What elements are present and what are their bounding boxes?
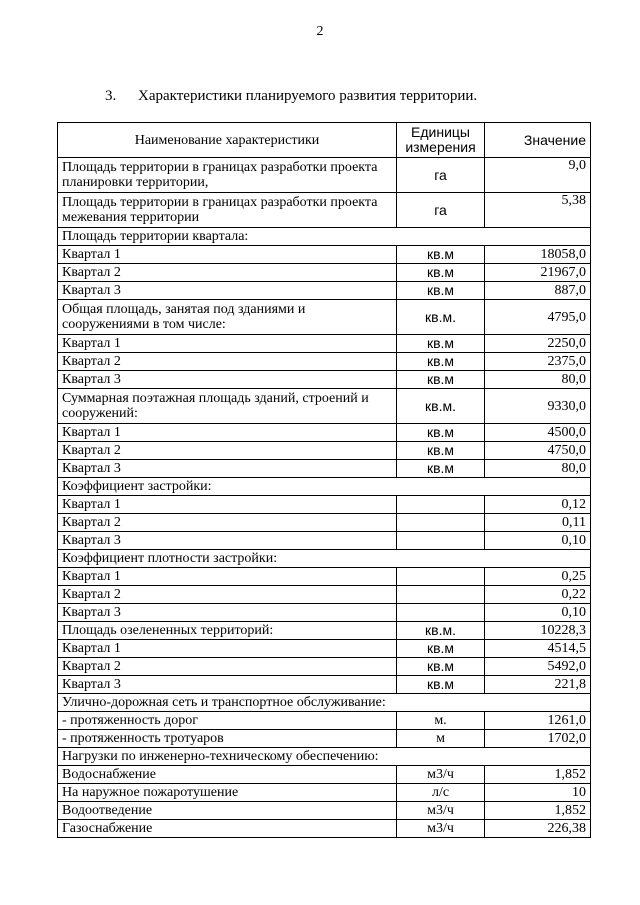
cell-value: 1261,0 (485, 712, 591, 730)
header-name: Наименование характеристики (58, 123, 397, 158)
table-row (58, 622, 591, 640)
cell-unit: м. (397, 712, 485, 730)
table-row (58, 353, 591, 371)
row-group-heading: Коэффициент плотности застройки: (58, 550, 591, 568)
cell-value: 887,0 (485, 282, 591, 300)
cell-value: 0,10 (485, 532, 591, 550)
cell-name: Квартал 2 (58, 442, 397, 460)
cell-unit (397, 604, 485, 622)
table-row (58, 748, 591, 766)
table-row (58, 282, 591, 300)
cell-unit: кв.м. (397, 300, 485, 335)
table-row (58, 514, 591, 532)
cell-value: 21967,0 (485, 264, 591, 282)
cell-name: - протяженность тротуаров (58, 730, 397, 748)
table-header-row (58, 123, 591, 158)
cell-unit: кв.м (397, 353, 485, 371)
row-group-heading: Коэффициент застройки: (58, 478, 591, 496)
table-row (58, 604, 591, 622)
cell-unit: м3/ч (397, 802, 485, 820)
cell-name: Квартал 3 (58, 460, 397, 478)
cell-value: 4514,5 (485, 640, 591, 658)
cell-unit: га (397, 193, 485, 228)
table-row (58, 694, 591, 712)
cell-name: Водоснабжение (58, 766, 397, 784)
table-row (58, 228, 591, 246)
section-number: 3. (105, 88, 117, 104)
cell-value: 4750,0 (485, 442, 591, 460)
cell-name: Квартал 3 (58, 532, 397, 550)
cell-name: Площадь озелененных территорий: (58, 622, 397, 640)
table-row (58, 158, 591, 193)
table-row (58, 676, 591, 694)
table-row (58, 424, 591, 442)
cell-unit (397, 496, 485, 514)
cell-unit: кв.м (397, 282, 485, 300)
table-row (58, 300, 591, 335)
section-title: Характеристики планируемого развития территории. (138, 88, 478, 104)
cell-name: Квартал 1 (58, 246, 397, 264)
cell-name: Квартал 3 (58, 371, 397, 389)
table-row (58, 568, 591, 586)
cell-name: Квартал 1 (58, 640, 397, 658)
table-row (58, 460, 591, 478)
cell-value: 0,25 (485, 568, 591, 586)
cell-unit: кв.м (397, 246, 485, 264)
table-row (58, 658, 591, 676)
cell-value: 9,0 (485, 158, 591, 193)
cell-unit (397, 568, 485, 586)
cell-unit: кв.м (397, 442, 485, 460)
cell-name: Водоотведение (58, 802, 397, 820)
cell-name: Квартал 1 (58, 424, 397, 442)
cell-name: - протяженность дорог (58, 712, 397, 730)
cell-unit (397, 586, 485, 604)
cell-name: Площадь территории в границах разработки проекта планировки территории, (58, 158, 397, 193)
cell-value: 2375,0 (485, 353, 591, 371)
cell-value: 0,10 (485, 604, 591, 622)
cell-name: На наружное пожаротушение (58, 784, 397, 802)
cell-name: Квартал 1 (58, 496, 397, 514)
cell-unit: кв.м (397, 264, 485, 282)
cell-value: 9330,0 (485, 389, 591, 424)
cell-name: Квартал 2 (58, 586, 397, 604)
table-row (58, 496, 591, 514)
cell-name: Квартал 3 (58, 604, 397, 622)
table-row (58, 442, 591, 460)
cell-name: Общая площадь, занятая под зданиями и сооружениями в том числе: (58, 300, 397, 335)
cell-value: 221,8 (485, 676, 591, 694)
cell-unit: кв.м (397, 424, 485, 442)
table-body (58, 158, 591, 838)
cell-name: Квартал 1 (58, 568, 397, 586)
table-row (58, 802, 591, 820)
table-row (58, 586, 591, 604)
table-row (58, 712, 591, 730)
cell-value: 80,0 (485, 460, 591, 478)
table-row (58, 784, 591, 802)
cell-unit: л/с (397, 784, 485, 802)
header-unit: Единицы измерения (397, 123, 485, 158)
cell-value: 0,11 (485, 514, 591, 532)
cell-value: 4500,0 (485, 424, 591, 442)
cell-unit: кв.м (397, 460, 485, 478)
cell-value: 10 (485, 784, 591, 802)
cell-unit: кв.м (397, 640, 485, 658)
table-row (58, 371, 591, 389)
table-row (58, 193, 591, 228)
table-row (58, 550, 591, 568)
cell-unit: кв.м (397, 371, 485, 389)
cell-name: Квартал 2 (58, 353, 397, 371)
table-row (58, 730, 591, 748)
cell-name: Квартал 2 (58, 658, 397, 676)
cell-name: Квартал 1 (58, 335, 397, 353)
cell-unit: кв.м. (397, 389, 485, 424)
characteristics-table (57, 122, 591, 838)
table-row (58, 246, 591, 264)
cell-unit: кв.м. (397, 622, 485, 640)
row-group-heading: Улично-дорожная сеть и транспортное обслуживание: (58, 694, 591, 712)
table-row (58, 389, 591, 424)
cell-unit (397, 514, 485, 532)
table-row (58, 820, 591, 838)
cell-unit (397, 532, 485, 550)
cell-value: 0,22 (485, 586, 591, 604)
cell-name: Квартал 2 (58, 514, 397, 532)
cell-value: 10228,3 (485, 622, 591, 640)
table-row (58, 766, 591, 784)
cell-unit: м (397, 730, 485, 748)
table-row (58, 478, 591, 496)
table-row (58, 640, 591, 658)
cell-unit: кв.м (397, 335, 485, 353)
page-number: 2 (316, 24, 324, 39)
header-value: Значение (485, 123, 591, 158)
cell-value: 0,12 (485, 496, 591, 514)
table-row (58, 335, 591, 353)
cell-name: Квартал 3 (58, 282, 397, 300)
table-row (58, 532, 591, 550)
cell-name: Квартал 2 (58, 264, 397, 282)
cell-unit: м3/ч (397, 766, 485, 784)
cell-value: 80,0 (485, 371, 591, 389)
cell-value: 5,38 (485, 193, 591, 228)
cell-unit: кв.м (397, 658, 485, 676)
cell-value: 4795,0 (485, 300, 591, 335)
cell-name: Квартал 3 (58, 676, 397, 694)
cell-name: Площадь территории в границах разработки проекта межевания территории (58, 193, 397, 228)
cell-unit: кв.м (397, 676, 485, 694)
section-heading (105, 88, 477, 105)
cell-name: Газоснабжение (58, 820, 397, 838)
row-group-heading: Площадь территории квартала: (58, 228, 591, 246)
cell-name: Суммарная поэтажная площадь зданий, строений и сооружений: (58, 389, 397, 424)
cell-unit: м3/ч (397, 820, 485, 838)
cell-value: 2250,0 (485, 335, 591, 353)
row-group-heading: Нагрузки по инженерно-техническому обеспечению: (58, 748, 591, 766)
cell-unit: га (397, 158, 485, 193)
cell-value: 18058,0 (485, 246, 591, 264)
cell-value: 1,852 (485, 802, 591, 820)
cell-value: 1702,0 (485, 730, 591, 748)
table-row (58, 264, 591, 282)
cell-value: 1,852 (485, 766, 591, 784)
cell-value: 226,38 (485, 820, 591, 838)
cell-value: 5492,0 (485, 658, 591, 676)
